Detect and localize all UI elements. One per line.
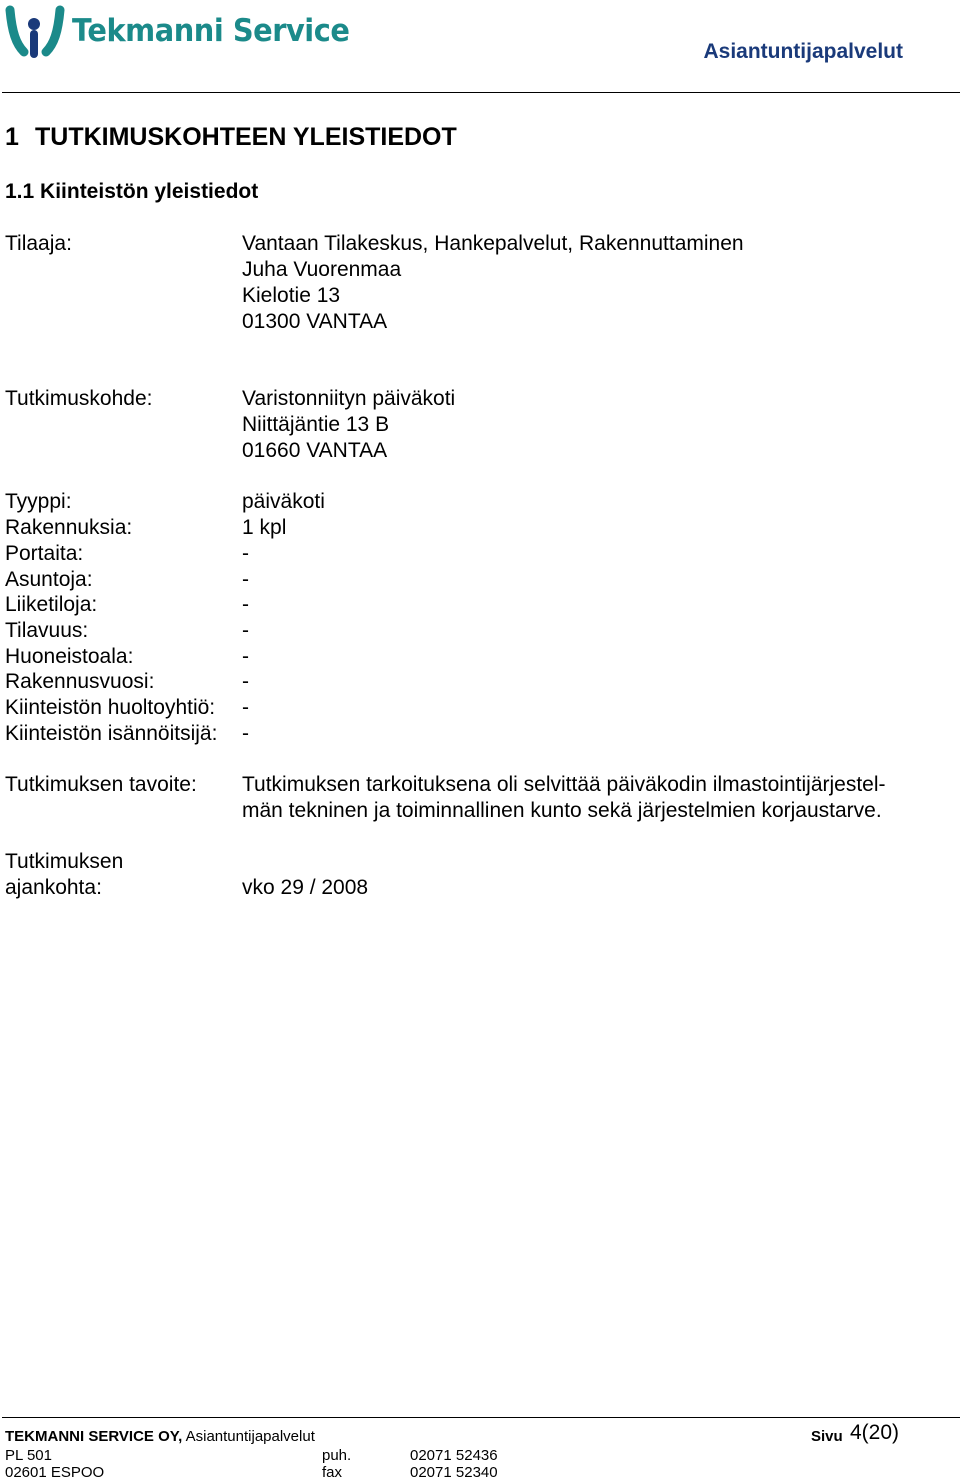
target-line: Varistonniityn päiväkoti (242, 387, 456, 410)
company-logo (4, 4, 370, 58)
client-line: Kielotie 13 (242, 284, 341, 307)
goal-label: Tutkimuksen tavoite: (5, 773, 197, 796)
footer-fax: 02071 52340 (410, 1464, 498, 1481)
timing-label: Tutkimuksen (5, 850, 124, 873)
detail-value: - (242, 722, 249, 745)
footer-phone: 02071 52436 (410, 1447, 498, 1464)
detail-value: 1 kpl (242, 516, 287, 539)
detail-value: - (242, 593, 249, 616)
goal-line: Tutkimuksen tarkoituksena oli selvittää päiväkodin ilmastointijärjestel- (242, 773, 886, 796)
detail-value: - (242, 645, 249, 668)
section-heading (5, 123, 457, 152)
detail-value: - (242, 670, 249, 693)
goal-line: män tekninen ja toiminnallinen kunto sekä järjestelmien korjaustarve. (242, 799, 882, 822)
detail-value: - (242, 696, 249, 719)
footer-address: 02601 ESPOO (5, 1464, 105, 1481)
tekmanni-logo-icon (4, 4, 66, 58)
header-divider (2, 92, 960, 93)
timing-label: ajankohta: (5, 876, 102, 899)
detail-value: - (242, 568, 249, 591)
target-line: Niittäjäntie 13 B (242, 413, 390, 436)
client-line: Juha Vuorenmaa (242, 258, 402, 281)
footer-company-name: TEKMANNI SERVICE OY, (5, 1428, 183, 1445)
subsection-heading: 1.1 Kiinteistön yleistiedot (5, 180, 259, 203)
detail-value: päiväkoti (242, 490, 325, 513)
detail-value: - (242, 619, 249, 642)
section-number: 1 (5, 123, 19, 151)
footer-address: PL 501 (5, 1447, 52, 1464)
footer-phone-label: puh. (322, 1447, 352, 1464)
footer-page-number: 4(20) (850, 1421, 900, 1444)
target-line: 01660 VANTAA (242, 439, 388, 462)
detail-label: Asuntoja: (5, 568, 93, 591)
detail-label: Rakennusvuosi: (5, 670, 155, 693)
header-department: Asiantuntijapalvelut (703, 40, 903, 63)
client-label: Tilaaja: (5, 232, 72, 255)
footer-company (5, 1428, 315, 1445)
target-label: Tutkimuskohde: (5, 387, 153, 410)
logo-text: Tekmanni Service (72, 13, 350, 49)
footer-divider (2, 1417, 960, 1418)
client-line: Vantaan Tilakeskus, Hankepalvelut, Rakennuttaminen (242, 232, 744, 255)
footer-company-suffix: Asiantuntijapalvelut (185, 1428, 315, 1445)
detail-label: Liiketiloja: (5, 593, 98, 616)
detail-label: Huoneistoala: (5, 645, 134, 668)
footer-page-label: Sivu (811, 1428, 843, 1445)
timing-value: vko 29 / 2008 (242, 876, 369, 899)
detail-value: - (242, 542, 249, 565)
detail-label: Tyyppi: (5, 490, 72, 513)
footer-fax-label: fax (322, 1464, 343, 1481)
detail-label: Rakennuksia: (5, 516, 133, 539)
detail-label: Portaita: (5, 542, 84, 565)
client-line: 01300 VANTAA (242, 310, 388, 333)
section-title: TUTKIMUSKOHTEEN YLEISTIEDOT (35, 123, 457, 151)
detail-label: Kiinteistön huoltoyhtiö: (5, 696, 216, 719)
detail-label: Tilavuus: (5, 619, 89, 642)
detail-label: Kiinteistön isännöitsijä: (5, 722, 218, 745)
